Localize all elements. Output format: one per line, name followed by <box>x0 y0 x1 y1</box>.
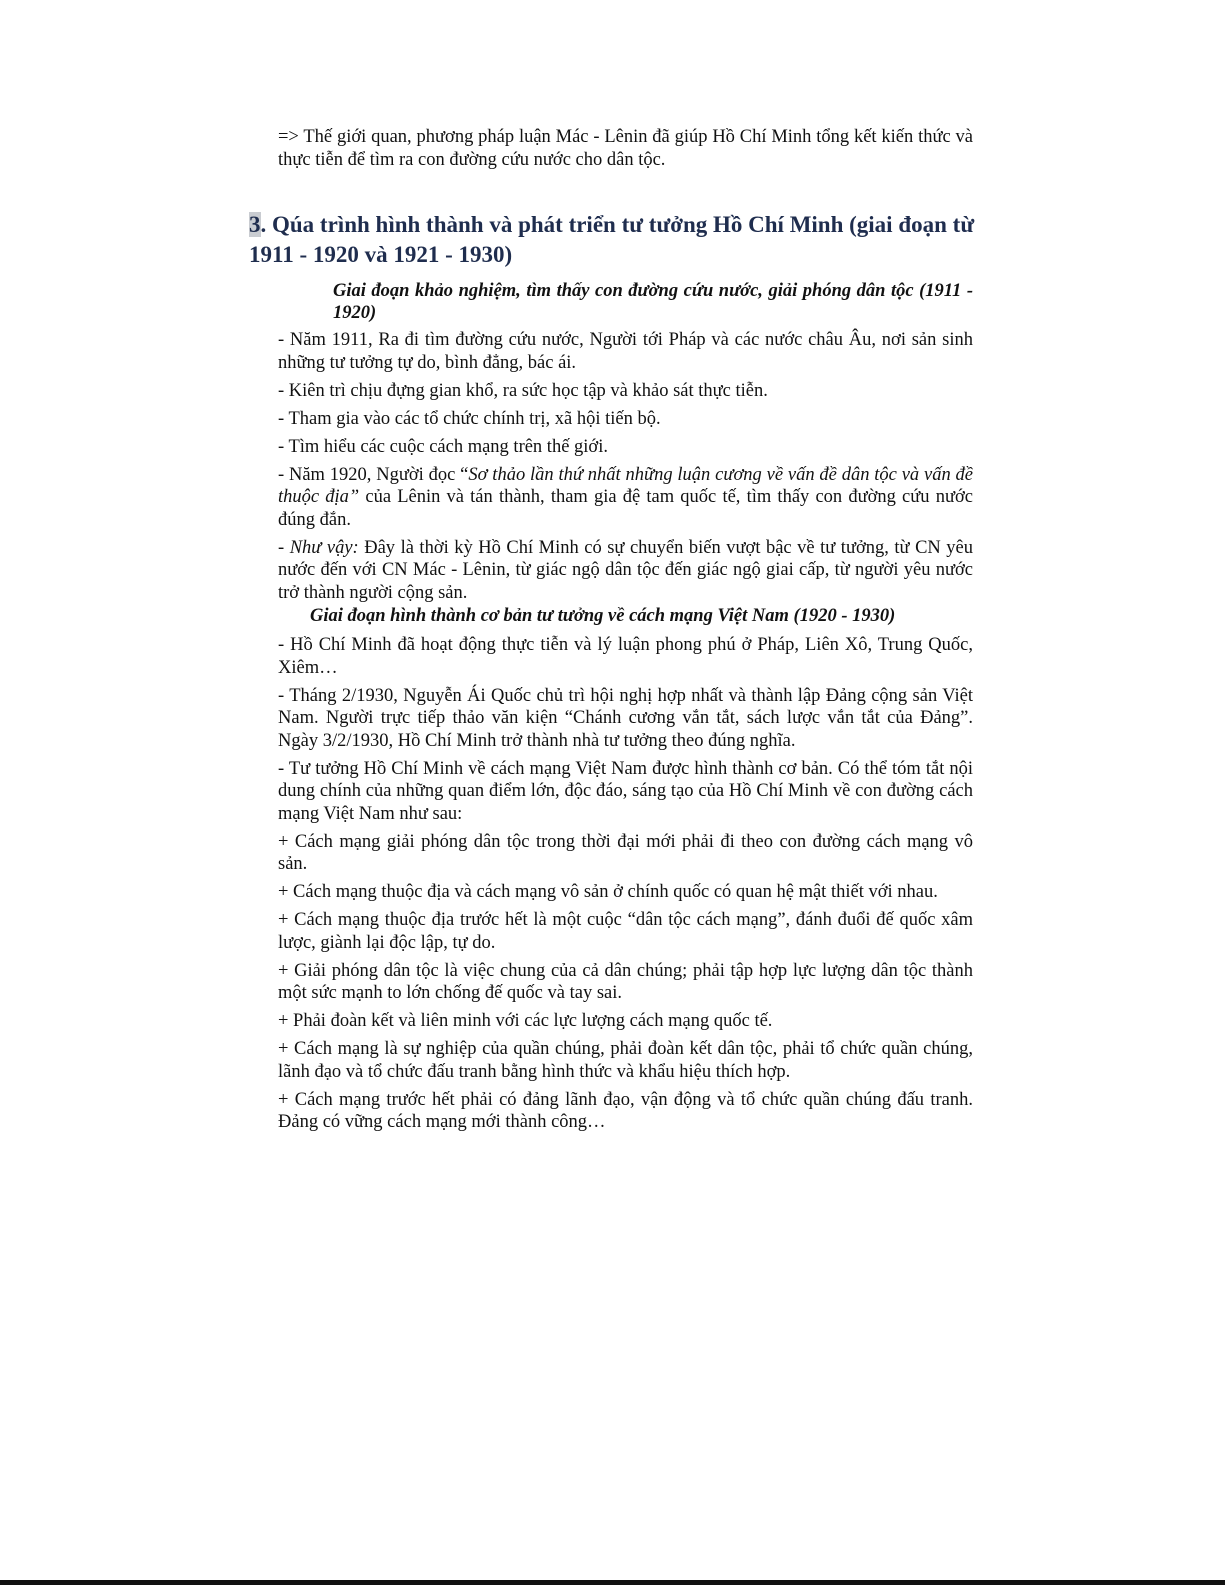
paragraph: - Tư tưởng Hồ Chí Minh về cách mạng Việt Nam được hình thành cơ bản. Có thể tóm tắt nội dung chính của những quan điểm lớn, độc đáo, sáng tạo của Hồ Chí Minh về con đường cách mạng Việt Nam như sau: <box>278 758 973 824</box>
intro-block <box>278 126 973 171</box>
section1-body <box>278 329 973 604</box>
paragraph: - Hồ Chí Minh đã hoạt động thực tiễn và lý luận phong phú ở Pháp, Liên Xô, Trung Quốc, Xiêm… <box>278 635 973 678</box>
paragraph: - Năm 1911, Ra đi tìm đường cứu nước, Người tới Pháp và các nước châu Âu, nơi sản sinh những tư tưởng tự do, bình đẳng, bác ái. <box>278 330 973 373</box>
subheading-period-1: Giai đoạn khảo nghiệm, tìm thấy con đường cứu nước, giải phóng dân tộc (1911 - 1920) <box>333 281 973 323</box>
paragraph: + Cách mạng thuộc địa và cách mạng vô sản ở chính quốc có quan hệ mật thiết với nhau. <box>278 882 938 902</box>
paragraph: - Tìm hiểu các cuộc cách mạng trên thế giới. <box>278 436 608 457</box>
paragraph: + Cách mạng giải phóng dân tộc trong thời đại mới phải đi theo con đường cách mạng vô sản. <box>278 831 973 874</box>
section-heading <box>249 210 979 269</box>
text-run: Đây là thời kỳ Hồ Chí Minh có sự chuyển biến vượt bậc về tư tưởng, từ CN yêu nước đến với CN Mác - Lênin, từ giác ngộ dân tộc đến giác ngộ giai cấp, từ người yêu nước trở thành người cộng sản. <box>278 537 974 603</box>
paragraph: + Cách mạng thuộc địa trước hết là một cuộc “dân tộc cách mạng”, đánh đuổi đế quốc xâm lược, giành lại độc lập, tự do. <box>278 910 973 953</box>
paragraph: - Tháng 2/1930, Nguyễn Ái Quốc chủ trì hội nghị hợp nhất và thành lập Đảng cộng sản Việt Nam. Người trực tiếp thảo văn kiện “Chánh cương vắn tắt, sách lược vắn tắt của Đảng”. Ngày 3/2/1930, Hồ Chí Minh trở thành nhà tư tưởng theo đúng nghĩa. <box>278 685 973 751</box>
italic-title: Sơ thảo lần thứ nhất những luận cương về vấn đề dân tộc và vấn đề thuộc địa” <box>278 464 973 507</box>
intro-paragraph: => Thế giới quan, phương pháp luận Mác - Lênin đã giúp Hồ Chí Minh tổng kết kiến thức và thực tiễn để tìm ra con đường cứu nước cho dân tộc. <box>278 127 973 170</box>
italic-label: Như vậy: <box>289 537 359 558</box>
paragraph: - Kiên trì chịu đựng gian khổ, ra sức học tập và khảo sát thực tiễn. <box>278 380 768 401</box>
page-bottom-edge <box>0 1580 1225 1585</box>
paragraph: + Cách mạng là sự nghiệp của quần chúng, phải đoàn kết dân tộc, phải tổ chức quần chúng, lãnh đạo và tổ chức đấu tranh bằng hình thức và khẩu hiệu thích hợp. <box>278 1039 973 1082</box>
paragraph <box>278 537 973 605</box>
subheading-period-2: Giai đoạn hình thành cơ bản tư tưởng về cách mạng Việt Nam (1920 - 1930) <box>310 606 896 626</box>
heading-text: . Qúa trình hình thành và phát triển tư tưởng Hồ Chí Minh (giai đoạn từ 1911 - 1920 và 1921 - 1930) <box>249 212 975 267</box>
section2-body <box>278 634 973 1134</box>
text-run: - Năm 1920, Người đọc “ <box>278 464 469 485</box>
paragraph: - Tham gia vào các tổ chức chính trị, xã hội tiến bộ. <box>278 408 661 429</box>
text-run: - <box>278 537 290 558</box>
heading-number: 3 <box>249 212 261 237</box>
paragraph: + Giải phóng dân tộc là việc chung của cả dân chúng; phải tập hợp lực lượng dân tộc thành một sức mạnh to lớn chống đế quốc và tay sai. <box>278 960 973 1003</box>
paragraph <box>278 464 973 532</box>
text-run: của Lênin và tán thành, tham gia đệ tam quốc tế, tìm thấy con đường cứu nước đúng đắn. <box>278 487 973 530</box>
paragraph: + Phải đoàn kết và liên minh với các lực lượng cách mạng quốc tế. <box>278 1011 773 1031</box>
paragraph: + Cách mạng trước hết phải có đảng lãnh đạo, vận động và tổ chức quần chúng đấu tranh. Đảng có vững cách mạng mới thành công… <box>278 1089 973 1132</box>
